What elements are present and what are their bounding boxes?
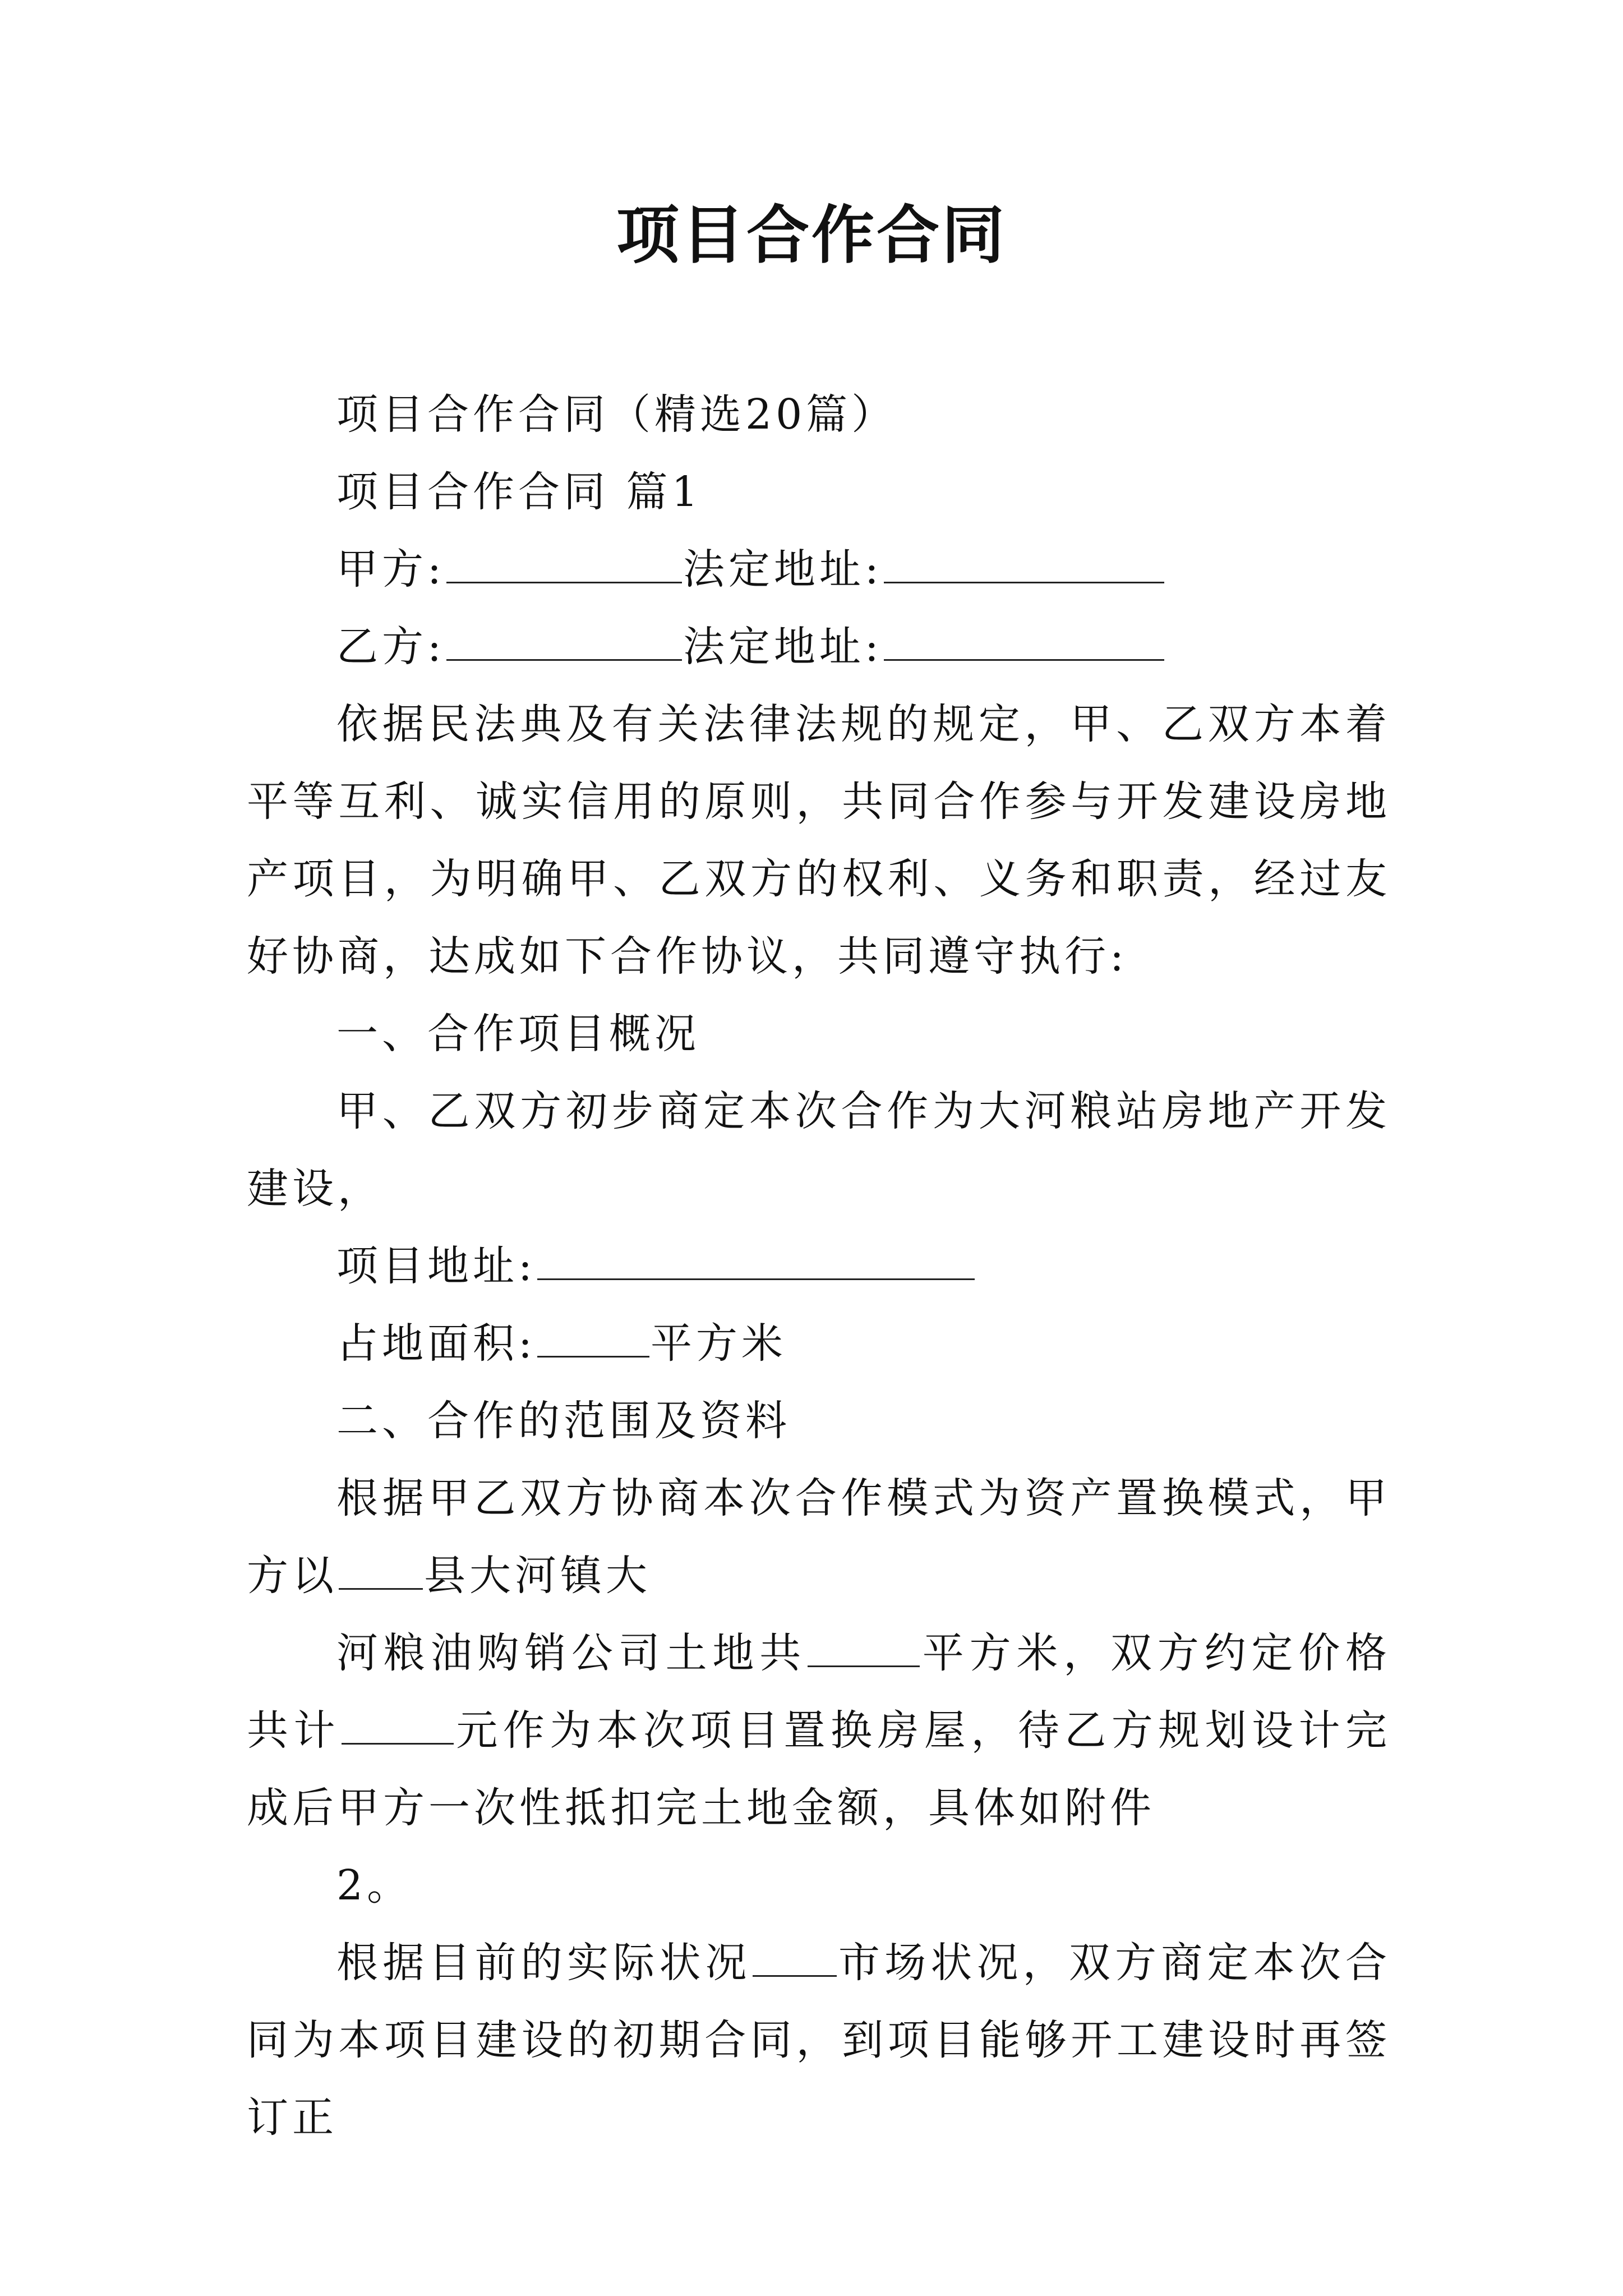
paragraph-project-address bbox=[247, 1227, 1391, 1305]
land-price-text-2: 平方米，双方约定价格共计 bbox=[247, 1629, 1391, 1755]
land-area-label: 占地面积: bbox=[336, 1319, 536, 1368]
status-blank bbox=[753, 1940, 837, 1977]
attachment-number-text: 2。 bbox=[336, 1861, 413, 1910]
party-a-address-label: 法定地址: bbox=[683, 545, 883, 593]
paragraph-subtitle bbox=[247, 376, 1391, 453]
project-address-blank bbox=[537, 1244, 975, 1280]
party-b-address-label: 法定地址: bbox=[683, 623, 883, 671]
price-blank bbox=[342, 1708, 454, 1745]
initial-contract-text-1: 根据目前的实际状况 bbox=[336, 1939, 751, 1987]
party-b-blank bbox=[446, 624, 682, 661]
paragraph-preamble bbox=[247, 685, 1391, 995]
project-overview-text: 甲、乙双方初步商定本次合作为大河粮站房地产开发建设， bbox=[247, 1087, 1391, 1213]
section-one-heading: 一、合作项目概况 bbox=[336, 1010, 700, 1058]
land-area-blank-2 bbox=[808, 1631, 920, 1667]
paragraph-initial-contract bbox=[247, 1924, 1391, 2156]
section-two-heading: 二、合作的范围及资料 bbox=[336, 1397, 791, 1445]
party-b-address-blank bbox=[884, 624, 1164, 661]
land-area-blank bbox=[537, 1321, 649, 1358]
paragraph-section-one bbox=[247, 995, 1391, 1073]
party-a-blank bbox=[446, 547, 682, 583]
party-a-address-blank bbox=[884, 547, 1164, 583]
subtitle-text: 项目合作合同（精选20篇） bbox=[336, 390, 897, 439]
paragraph-party-a bbox=[247, 531, 1391, 608]
party-b-label: 乙方: bbox=[336, 623, 445, 671]
section-heading-text: 项目合作合同 篇1 bbox=[336, 468, 702, 516]
paragraph-land-area bbox=[247, 1305, 1391, 1382]
paragraph-party-b bbox=[247, 608, 1391, 685]
land-area-unit: 平方米 bbox=[650, 1319, 787, 1368]
land-price-text-1: 河粮油购销公司土地共 bbox=[336, 1629, 806, 1677]
cooperation-mode-text-end: 县大河镇大 bbox=[424, 1552, 651, 1600]
preamble-text: 依据民法典及有关法律法规的规定，甲、乙双方本着平等互利、诚实信用的原则，共同合作参与开发建设房地产项目，为明确甲、乙双方的权利、义务和职责，经过友好协商，达成如下合作协议，共同遵守执行: bbox=[247, 700, 1391, 981]
document-body bbox=[247, 376, 1391, 2156]
county-blank bbox=[339, 1553, 423, 1590]
land-price-text-3: 元作为本次项目置换房屋，待乙方规划设计完成后甲方一次性抵扣完土地金额，具体如附件 bbox=[247, 1706, 1391, 1832]
cooperation-mode-text: 根据甲乙双方协商本次合作模式为资产置换模式，甲方以 bbox=[247, 1474, 1391, 1600]
paragraph-project-overview bbox=[247, 1073, 1391, 1227]
document-title: 项目合作合同 bbox=[616, 199, 1007, 272]
paragraph-attachment-number bbox=[247, 1847, 1391, 1924]
paragraph-cooperation-mode bbox=[247, 1460, 1391, 1614]
initial-contract-text-2: 市场状况，双方商定本次合同为本项目建设的初期合同，到项目能够开工建设时再签订正 bbox=[247, 1939, 1391, 2142]
project-address-label: 项目地址: bbox=[336, 1242, 536, 1290]
paragraph-section-heading bbox=[247, 453, 1391, 531]
paragraph-land-price bbox=[247, 1614, 1391, 1847]
party-a-label: 甲方: bbox=[336, 545, 445, 593]
paragraph-section-two bbox=[247, 1382, 1391, 1460]
